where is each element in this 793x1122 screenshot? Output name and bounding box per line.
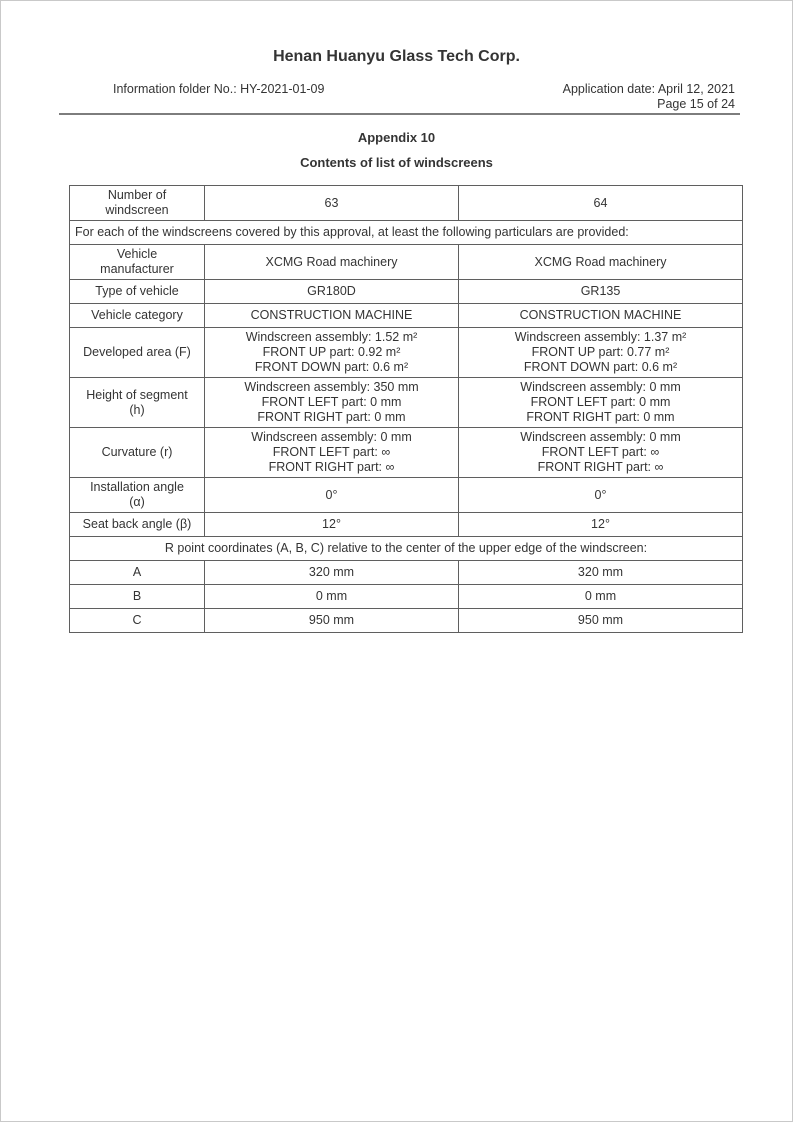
cell-line: 0 mm (584, 589, 617, 603)
row-label-cell (70, 478, 205, 513)
span-cell (70, 537, 743, 561)
row-label-cell (70, 280, 205, 304)
row-value-cell (205, 513, 459, 537)
cell-line: GR135 (580, 284, 621, 298)
span-cell (70, 221, 743, 245)
cell-line: Windscreen assembly: 0 mm (251, 430, 412, 444)
row-value-cell (205, 378, 459, 428)
header-right-block (563, 82, 735, 112)
row-value-cell (205, 585, 459, 609)
cell-line: FRONT LEFT part: 0 mm (530, 395, 671, 409)
cell-line: FRONT RIGHT part: 0 mm (257, 410, 406, 424)
cell-line: FRONT UP part: 0.77 m² (531, 345, 670, 359)
cell-line: 12° (322, 517, 341, 531)
cell-line: FRONT DOWN part: 0.6 m² (523, 360, 678, 374)
row-label-cell (70, 428, 205, 478)
cell-line: 950 mm (308, 613, 355, 627)
cell-line: manufacturer (100, 262, 174, 276)
row-value-cell (459, 245, 743, 280)
row-label-cell (70, 561, 205, 585)
cell-line: Curvature (r) (101, 445, 173, 459)
cell-line: 12° (591, 517, 610, 531)
row-value-cell (205, 428, 459, 478)
cell-line: Type of vehicle (95, 284, 179, 298)
row-value-cell (205, 478, 459, 513)
cell-line: 63 (324, 195, 339, 210)
cell-line: 0° (594, 487, 607, 502)
appendix-title: Appendix 10 (357, 130, 436, 145)
page-number: Page 15 of 24 (657, 97, 735, 111)
row-value-cell (459, 378, 743, 428)
table-span-row (70, 537, 743, 561)
cell-line: CONSTRUCTION MACHINE (519, 308, 682, 322)
cell-line: (h) (129, 402, 145, 417)
row-value-cell (205, 561, 459, 585)
row-value-cell (459, 428, 743, 478)
cell-line: Vehicle (116, 247, 158, 261)
cell-line: Windscreen assembly: 0 mm (520, 430, 681, 444)
cell-line: Windscreen assembly: 1.52 m² (245, 330, 418, 344)
cell-line: FRONT DOWN part: 0.6 m² (254, 360, 409, 374)
table-row (70, 245, 743, 280)
row-label-cell (70, 609, 205, 633)
company-title: Henan Huanyu Glass Tech Corp. (273, 48, 520, 65)
cell-line: Seat back angle (β) (82, 517, 192, 531)
application-date: Application date: April 12, 2021 (562, 82, 735, 96)
cell-line: Number of (107, 188, 167, 202)
span-text: R point coordinates (A, B, C) relative to the center of the upper edge of the windscreen: (164, 541, 648, 555)
cell-line: FRONT RIGHT part: 0 mm (526, 410, 675, 424)
cell-line: 64 (593, 195, 608, 210)
row-value-cell (459, 513, 743, 537)
cell-line: Height of segment (86, 387, 188, 402)
windscreen-table (69, 185, 743, 633)
row-value-cell (459, 561, 743, 585)
row-value-cell (459, 280, 743, 304)
cell-line: (α) (129, 495, 145, 509)
row-value-cell (205, 609, 459, 633)
cell-line: 0 mm (315, 589, 348, 603)
table-row (70, 280, 743, 304)
row-value-cell (205, 328, 459, 378)
cell-line: FRONT RIGHT part: ∞ (537, 460, 664, 474)
table-row (70, 585, 743, 609)
table-row (70, 428, 743, 478)
cell-line: 950 mm (577, 613, 624, 627)
cell-line: Vehicle category (91, 308, 183, 322)
table-row (70, 609, 743, 633)
row-value-cell (459, 585, 743, 609)
table-row (70, 328, 743, 378)
row-label-cell (70, 378, 205, 428)
cell-line: FRONT LEFT part: 0 mm (261, 395, 402, 409)
span-text: For each of the windscreens covered by this approval, at least the following particulars are provided: (75, 225, 629, 239)
row-value-cell (459, 609, 743, 633)
cell-line: windscreen (105, 203, 169, 217)
row-label-cell (70, 186, 205, 221)
table-row (70, 478, 743, 513)
cell-line: CONSTRUCTION MACHINE (250, 308, 413, 322)
cell-line: XCMG Road machinery (534, 254, 667, 269)
table-span-row (70, 221, 743, 245)
header-divider (59, 113, 740, 115)
table-row (70, 561, 743, 585)
row-label-cell (70, 245, 205, 280)
cell-line: Windscreen assembly: 1.37 m² (514, 330, 687, 344)
cell-line: A (132, 565, 142, 579)
cell-line: GR180D (307, 284, 356, 298)
cell-line: 320 mm (308, 565, 355, 579)
row-value-cell (459, 478, 743, 513)
windscreen-table-body (70, 186, 743, 633)
row-label-cell (70, 304, 205, 328)
cell-line: C (132, 613, 142, 627)
cell-line: Windscreen assembly: 0 mm (520, 380, 681, 394)
cell-line: Windscreen assembly: 350 mm (244, 380, 419, 394)
cell-line: Installation angle (90, 480, 184, 494)
row-value-cell (205, 245, 459, 280)
cell-line: FRONT RIGHT part: ∞ (268, 460, 395, 474)
cell-line: FRONT UP part: 0.92 m² (262, 345, 401, 359)
row-value-cell (205, 304, 459, 328)
cell-line: XCMG Road machinery (265, 254, 398, 269)
table-row (70, 378, 743, 428)
row-value-cell (459, 328, 743, 378)
row-label-cell (70, 328, 205, 378)
cell-line: Developed area (F) (83, 345, 191, 359)
cell-line: B (132, 589, 142, 603)
cell-line: 320 mm (577, 565, 624, 579)
row-value-cell (205, 186, 459, 221)
row-label-cell (70, 513, 205, 537)
info-folder-number: Information folder No.: HY-2021-01-09 (113, 82, 325, 96)
cell-line: FRONT LEFT part: ∞ (541, 445, 660, 459)
cell-line: FRONT LEFT part: ∞ (272, 445, 391, 459)
document-header (113, 82, 735, 112)
document-subtitle: Contents of list of windscreens (300, 155, 493, 170)
row-value-cell (459, 186, 743, 221)
table-row (70, 304, 743, 328)
table-row (70, 513, 743, 537)
row-value-cell (459, 304, 743, 328)
table-row (70, 186, 743, 221)
row-value-cell (205, 280, 459, 304)
cell-line: 0° (325, 487, 338, 502)
row-label-cell (70, 585, 205, 609)
